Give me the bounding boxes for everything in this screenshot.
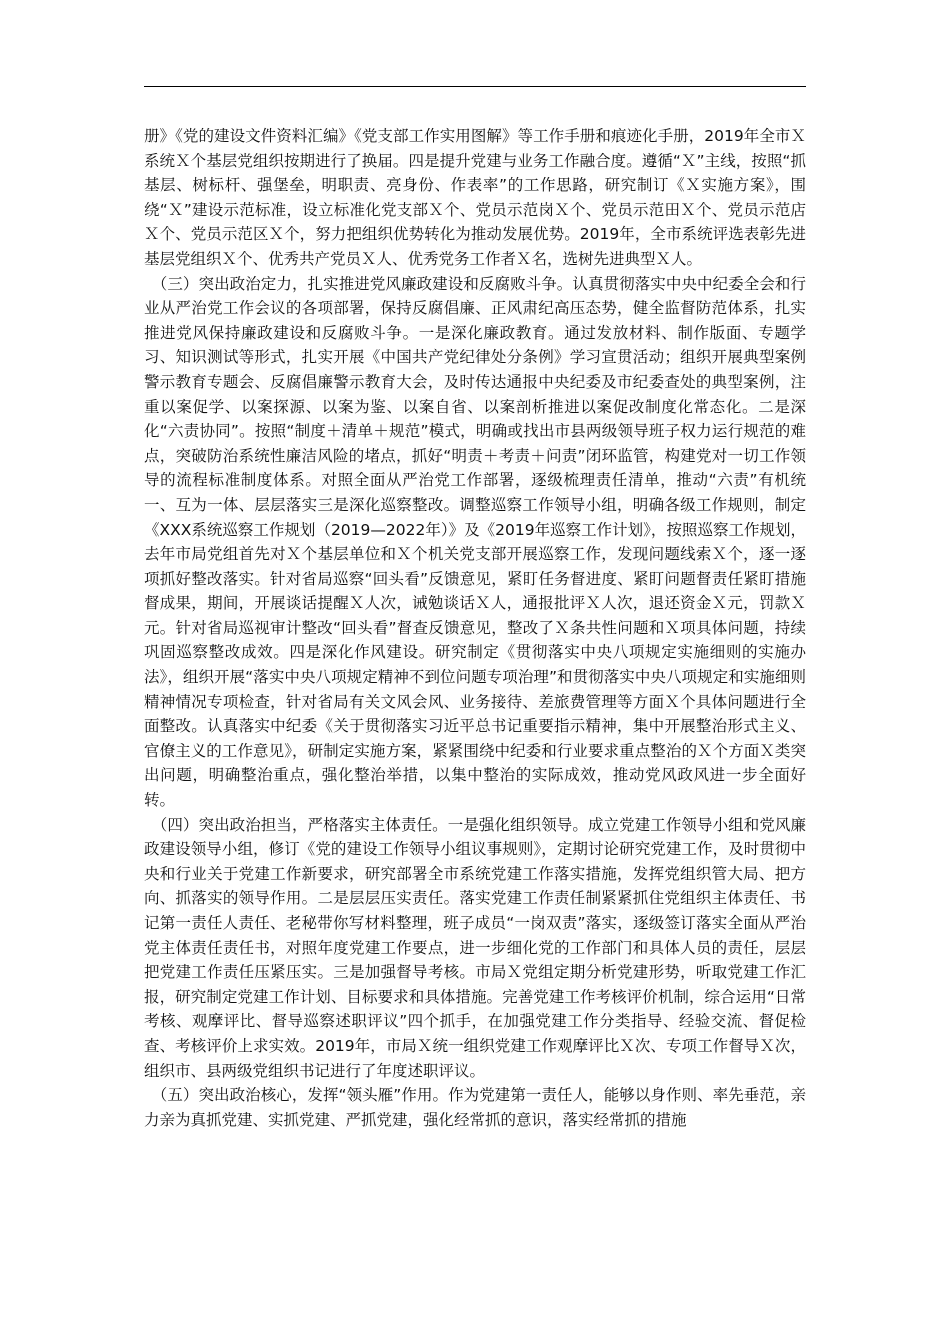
paragraph-section-3: （三）突出政治定力，扎实推进党风廉政建设和反腐败斗争。认真贯彻落实中央中纪委全会和行业从严治党工作会议的各项部署，保持反腐倡廉、正风肃纪高压态势，健全监督防范体系，扎实推进党风保持廉政建设和反腐败斗争。一是深化廉政教育。通过发放材料、制作版面、专题学习、知识测试等形式，扎实开展《中国共产党纪律处分条例》学习宣贯活动；组织开展典型案例警示教育专题会、反腐倡廉警示教育大会，及时传达通报中央纪委及市纪委查处的典型案例，注重以案促学、以案探源、以案为鉴、以案自省、以案剖析推进以案促改制度化常态化。二是深化“六责协同”。按照“制度＋清单＋规范”模式，明确或找出市县两级领导班子权力运行规范的难点，突破防治系统性廉洁风险的堵点，抓好“明责＋考责＋问责”闭环监管，构建党对一切工作领导的流程标准制度体系。对照全面从严治党工作部署，逐级梳理责任清单，推动“六责”有机统一、互为一体、层层落实三是深化巡察整改。调整巡察工作领导小组，明确各级工作规则，制定《XXX系统巡察工作规划（2019—2022年）》及《2019年巡察工作计划》，按照巡察工作规划，去年市局党组首先对Ｘ个基层单位和Ｘ个机关党支部开展巡察工作，发现问题线索Ｘ个，逐一逐项抓好整改落实。针对省局巡察“回头看”反馈意见，紧盯任务督进度、紧盯问题督责任紧盯措施督成果，期间，开展谈话提醒Ｘ人次，诫勉谈话Ｘ人，通报批评Ｘ人次，退还资金Ｘ元，罚款Ｘ元。针对省局巡视审计整改“回头看”督查反馈意见，整改了Ｘ条共性问题和Ｘ项具体问题，持续巩固巡察整改成效。四是深化作风建设。研究制定《贯彻落实中央八项规定实施细则的实施办法》，组织开展“落实中央八项规定精神不到位问题专项治理”和贯彻落实中央八项规定和实施细则精神情况专项检查，针对省局有关文风会风、业务接待、差旅费管理等方面Ｘ个具体问题进行全面整改。认真落实中纪委《关于贯彻落实习近平总书记重要指示精神，集中开展整治形式主义、官僚主义的工作意见》，研制定实施方案，紧紧围绕中纪委和行业要求重点整治的Ｘ个方面Ｘ类突出问题，明确整治重点，强化整治举措，以集中整治的实际成效，推动党风政风进一步全面好转。 xyxy=(144,274,806,810)
paragraph-section-4: （四）突出政治担当，严格落实主体责任。一是强化组织领导。成立党建工作领导小组和党风廉政建设领导小组，修订《党的建设工作领导小组议事规则》，定期讨论研究党建工作，及时贯彻中央和行业关于党建工作新要求，研究部署全市系统党建工作落实措施，发挥党组织管大局、把方向、抓落实的领导作用。二是层层压实责任。落实党建工作责任制紧紧抓住党组织主体责任、书记第一责任人责任、老秘带你写材料整理，班子成员“一岗双责”落实，逐级签订落实全面从严治党主体责任责任书，对照年度党建工作要点，进一步细化党的工作部门和具体人员的责任，层层把党建工作责任压紧压实。三是加强督导考核。市局Ｘ党组定期分析党建形势，听取党建工作汇报，研究制定党建工作计划、目标要求和具体措施。完善党建工作考核评价机制，综合运用“日常考核、观摩评比、督导巡察述职评议”四个抓手，在加强党建工作分类指导、经验交流、督促检查、考核评价上求实效。2019年，市局Ｘ统一组织党建工作观摩评比Ｘ次、专项工作督导Ｘ次，组织市、县两级党组织书记进行了年度述职评议。 xyxy=(144,815,806,1080)
paragraph-continuation: 册》《党的建设文件资料汇编》《党支部工作实用图解》等工作手册和痕迹化手册，2019年全市Ｘ系统Ｘ个基层党组织按期进行了换届。四是提升党建与业务工作融合度。遵循“Ｘ”主线，按照“抓基层、树标杆、强堡垒，明职责、亮身份、作表率”的工作思路，研究制订《Ｘ实施方案》，围绕“Ｘ”建设示范标准，设立标准化党支部Ｘ个、党员示范岗Ｘ个、党员示范田Ｘ个、党员示范店Ｘ个、党员示范区Ｘ个，努力把组织优势转化为推动发展优势。2019年，全市系统评选表彰先进基层党组织Ｘ个、优秀共产党员Ｘ人、优秀党务工作者Ｘ名，选树先进典型Ｘ人。 xyxy=(144,127,806,268)
paragraph-section-5: （五）突出政治核心，发挥“领头雁”作用。作为党建第一责任人，能够以身作则、率先垂范，亲力亲为真抓党建、实抓党建、严抓党建，强化经常抓的意识，落实经常抓的措施 xyxy=(144,1086,806,1129)
document-body xyxy=(144,124,806,1132)
header-divider xyxy=(144,86,806,87)
